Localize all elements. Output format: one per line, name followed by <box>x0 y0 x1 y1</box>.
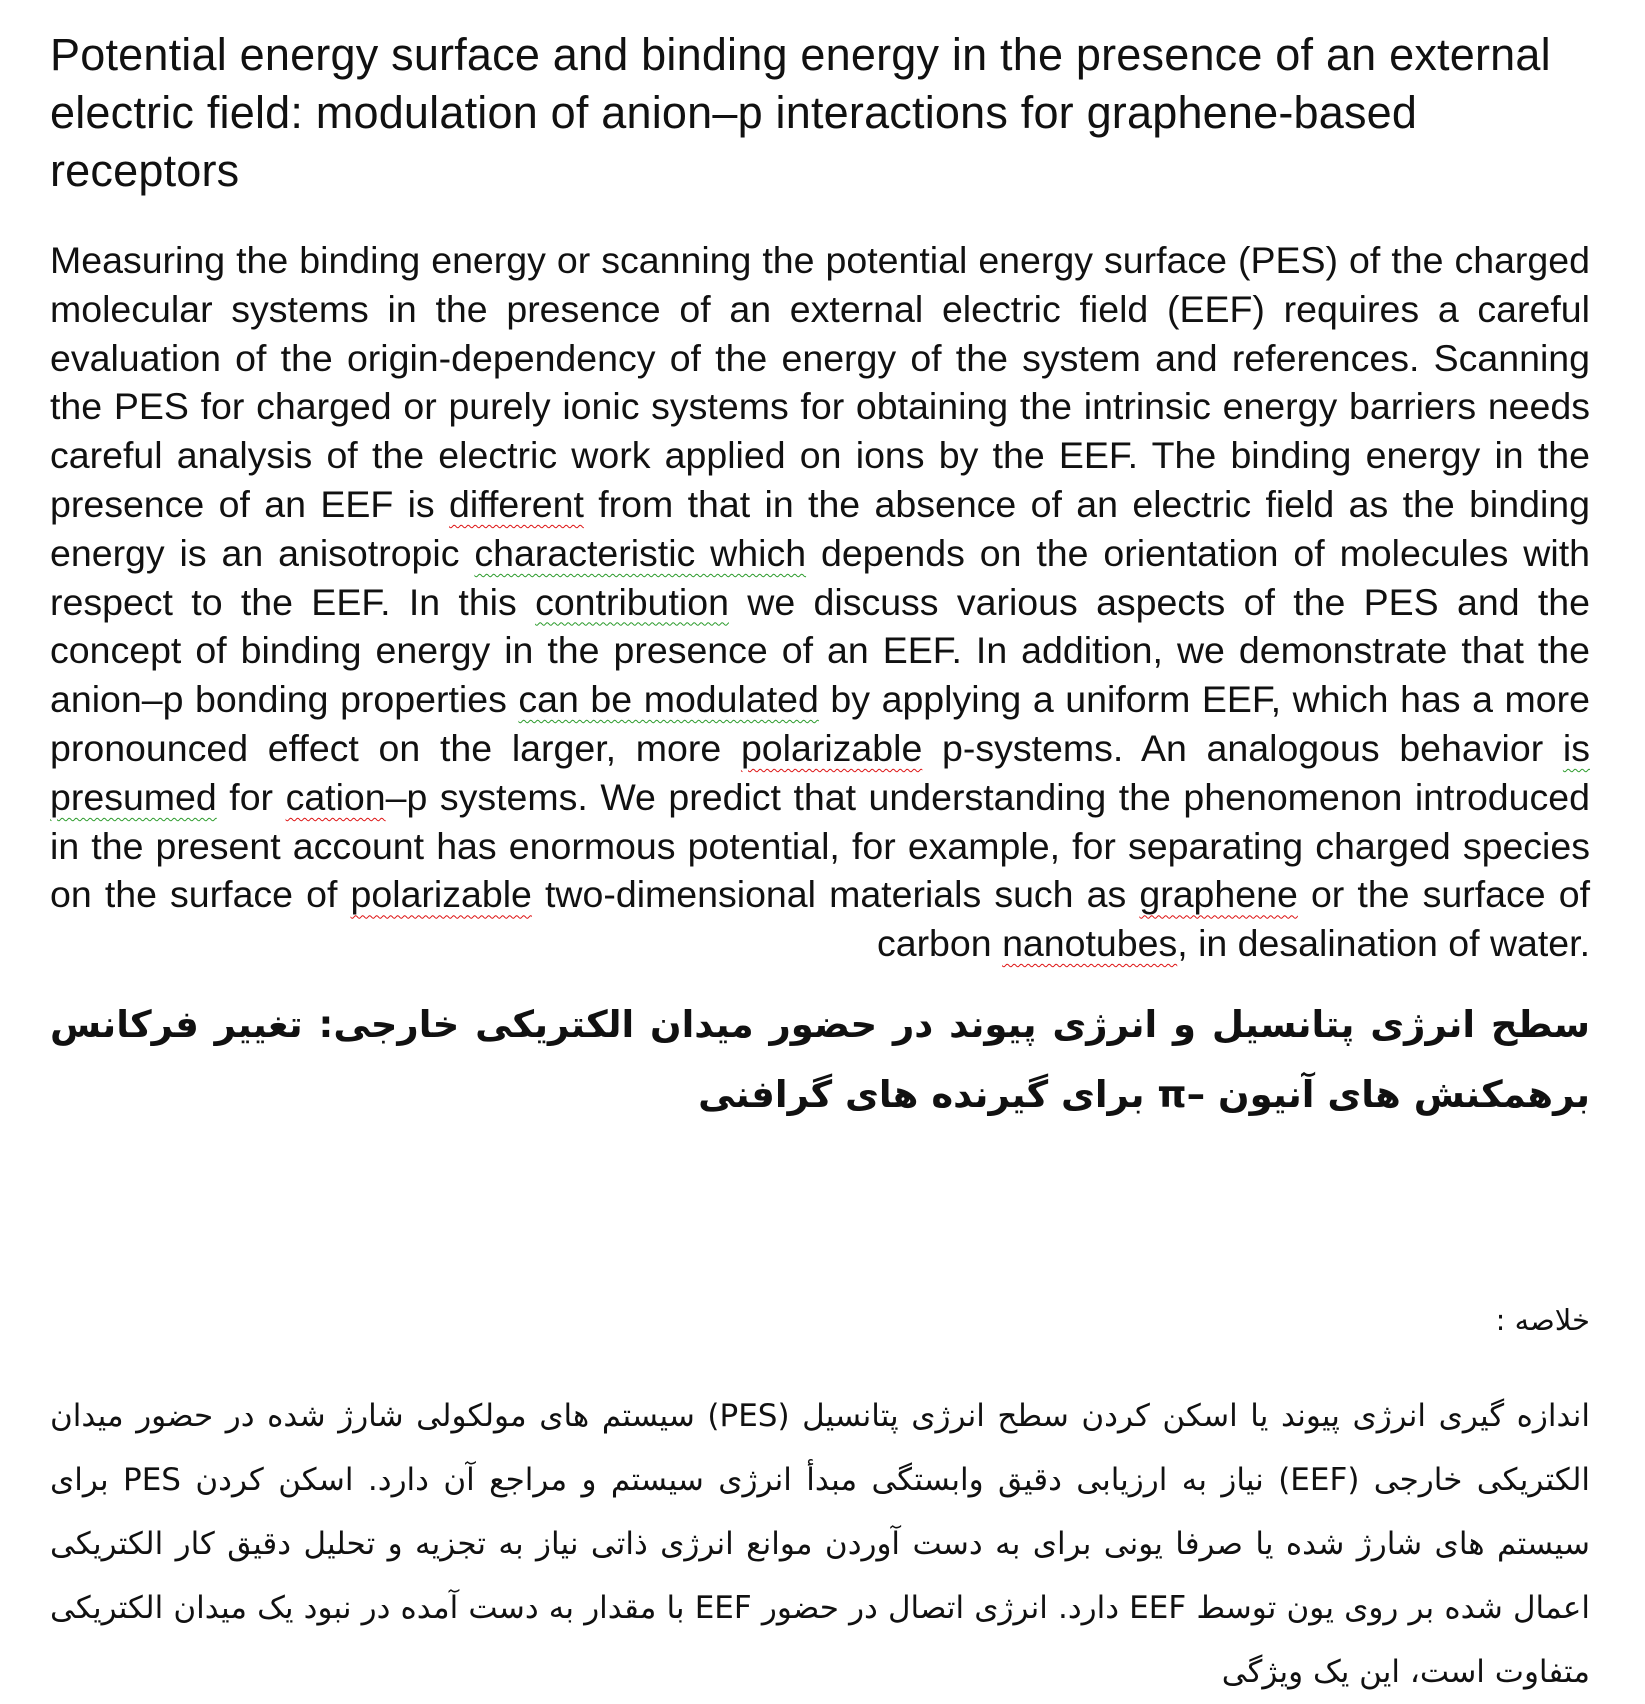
grammar-flagged-phrase: characteristic which <box>474 531 807 574</box>
abstract-text: from that in the absence of an electric field as the binding energy is an anisotropic <box>50 482 1591 574</box>
grammar-flagged-phrase: is presumed <box>50 726 1590 818</box>
abstract-text: –p systems. We predict that understanding the phenomenon introduced in the present account has enormous potential, for example, for separating charged species on the surface of <box>50 775 1590 916</box>
persian-abstract: اندازه گیری انرژی پیوند یا اسکن کردن سطح انرژی پتانسیل (PES) سیستم های مولکولی شارژ شده در حضور میدان الکتریکی خارجی (EEF) نیاز به ارزیابی دقیق وابستگی مبدأ انرژی سیستم و مراجع آن دارد. اسکن کردن PES برای سیستم های شارژ شده یا صرفا یونی برای به دست آوردن موانع انرژی ذاتی نیاز به تجزیه و تحلیل دقیق کار الکتریکی اعمال شده بر روی یون توسط EEF دارد. انرژی اتصال در حضور EEF با مقدار به دست آمده در نبود یک میدان الکتریکی متفاوت است، این یک ویژگی <box>50 1397 1591 1690</box>
english-abstract <box>50 236 1590 968</box>
paper-title <box>50 26 1590 200</box>
abstract-text: two-dimensional materials such as <box>531 873 1140 916</box>
abstract-text: p-systems. An analogous behavior <box>922 726 1563 769</box>
spelling-flagged-word: graphene <box>1139 873 1298 916</box>
spelling-flagged-word: nanotubes <box>1002 922 1178 965</box>
spelling-flagged-word: cation <box>285 775 386 818</box>
spelling-flagged-word: polarizable <box>740 726 923 769</box>
grammar-flagged-phrase: contribution <box>535 580 729 623</box>
persian-title: سطح انرژی پتانسیل و انرژی پیوند در حضور میدان الکتریکی خارجی: تغییر فرکانس برهمکنش های آنیون –π برای گیرنده های گرافنی <box>50 1002 1590 1116</box>
document-page <box>50 26 1590 1704</box>
abstract-text: we discuss various aspects of the PES and the concept of binding energy in the presence of an EEF. In addition, we demonstrate that the anion–p bonding properties <box>50 580 1590 721</box>
paper-title-text: Potential energy surface and binding energy in the presence of an external electric field: modulation of anion–p interactions for graphene-based receptors <box>50 29 1551 196</box>
abstract-text: for <box>216 775 286 818</box>
abstract-text: , in desalination of water. <box>1177 922 1590 965</box>
persian-summary-label: خلاصه : <box>1495 1302 1590 1337</box>
grammar-flagged-phrase: can be modulated <box>518 678 819 721</box>
abstract-text: Measuring the binding energy or scanning the potential energy surface (PES) of the charged molecular systems in the presence of an external electric field (EEF) requires a careful evaluation of the origin-dependency of the energy of the system and references. Scanning the PES for charged or purely ionic systems for obtaining the intrinsic energy barriers needs careful analysis of the electric work applied on ions by the EEF. The binding energy in the presence of an EEF is <box>50 239 1590 525</box>
abstract-text: or the surface of carbon <box>876 873 1590 965</box>
abstract-text: by applying a uniform EEF, which has a more pronounced effect on the larger, more <box>50 678 1590 769</box>
spelling-flagged-word: different <box>449 482 584 525</box>
abstract-text: depends on the orientation of molecules with respect to the EEF. In this <box>50 531 1590 623</box>
spelling-flagged-word: polarizable <box>350 873 532 916</box>
